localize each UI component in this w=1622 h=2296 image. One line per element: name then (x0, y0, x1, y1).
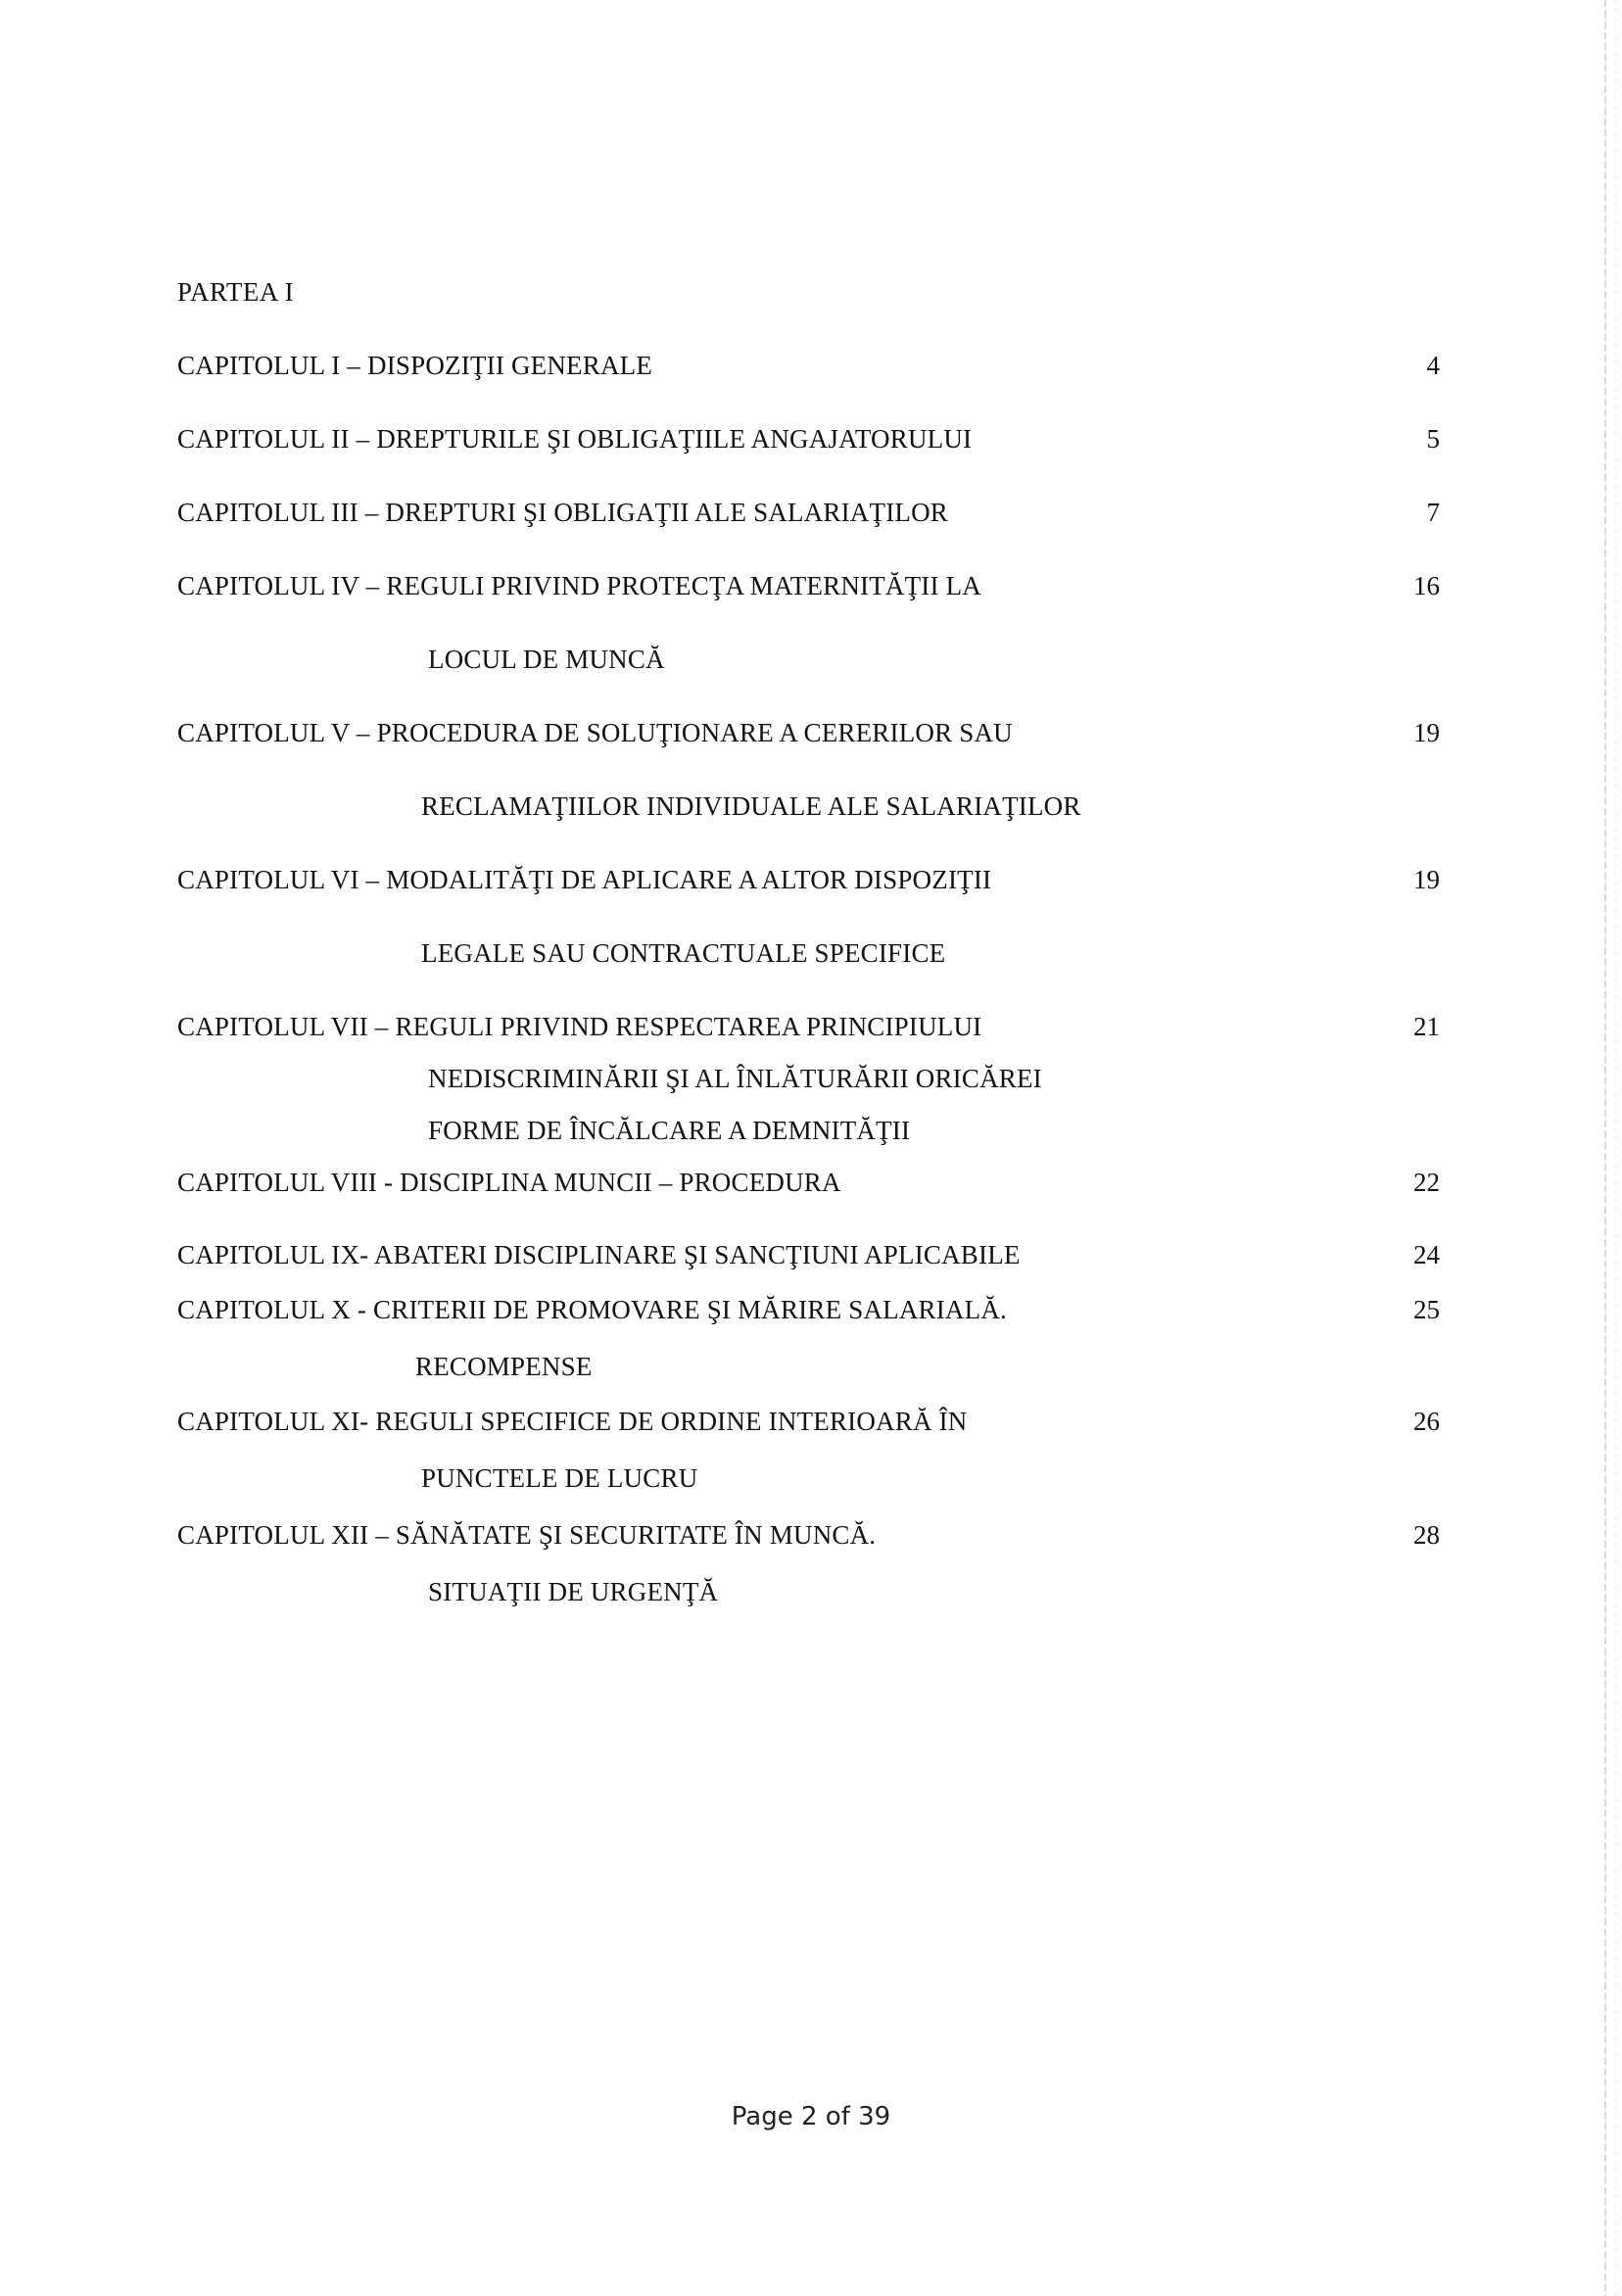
toc-page-number: 4 (1426, 351, 1440, 380)
toc-chapter-title-continuation: FORME DE ÎNCĂLCARE A DEMNITĂŢII (428, 1116, 911, 1145)
toc-chapter-title-continuation: PUNCTELE DE LUCRU (421, 1463, 698, 1493)
toc-page-number: 5 (1426, 424, 1440, 454)
toc-chapter-title-continuation: RECOMPENSE (415, 1352, 593, 1381)
toc-chapter-title-continuation: RECLAMAŢIILOR INDIVIDUALE ALE SALARIAŢILOR (421, 791, 1081, 821)
part-title: PARTEA I (177, 277, 295, 307)
toc-chapter-title: CAPITOLUL IX- ABATERI DISCIPLINARE ŞI SANCŢIUNI APLICABILE (177, 1240, 1021, 1269)
toc-chapter-title: CAPITOLUL XI- REGULI SPECIFICE DE ORDINE INTERIOARĂ ÎN (177, 1407, 968, 1436)
toc-chapter-title: CAPITOLUL II – DREPTURILE ŞI OBLIGAŢIILE ANGAJATORULUI (177, 424, 973, 454)
toc-chapter-title: CAPITOLUL III – DREPTURI ŞI OBLIGAŢII ALE SALARIAŢILOR (177, 498, 948, 527)
toc-chapter-title: CAPITOLUL V – PROCEDURA DE SOLUŢIONARE A CERERILOR SAU (177, 718, 1013, 747)
toc-chapter-title: CAPITOLUL I – DISPOZIŢII GENERALE (177, 351, 653, 380)
toc-page-number: 26 (1413, 1407, 1440, 1436)
toc-page-number: 24 (1413, 1240, 1440, 1269)
toc-page-number: 7 (1426, 498, 1440, 527)
toc-page-number: 25 (1413, 1295, 1440, 1324)
page-footer: Page 2 of 39 (731, 2102, 891, 2131)
toc-chapter-title-continuation: SITUAŢII DE URGENŢĂ (428, 1577, 719, 1606)
toc-chapter-title: CAPITOLUL XII – SĂNĂTATE ŞI SECURITATE ÎN MUNCĂ. (177, 1520, 877, 1550)
toc-chapter-title-continuation: LOCUL DE MUNCĂ (428, 645, 665, 674)
toc-chapter-title: CAPITOLUL IV – REGULI PRIVIND PROTECŢA MATERNITĂŢII LA (177, 571, 982, 600)
toc-page-number: 19 (1413, 865, 1440, 894)
toc-page-number: 28 (1413, 1520, 1440, 1550)
toc-chapter-title: CAPITOLUL X - CRITERII DE PROMOVARE ŞI MĂRIRE SALARIALĂ. (177, 1295, 1007, 1324)
toc-page-number: 19 (1413, 718, 1440, 747)
scan-edge-artifact (1604, 0, 1606, 2296)
toc-page-number: 21 (1413, 1012, 1440, 1041)
toc-chapter-title: CAPITOLUL VII – REGULI PRIVIND RESPECTAREA PRINCIPIULUI (177, 1012, 982, 1041)
toc-chapter-title-continuation: NEDISCRIMINĂRII ŞI AL ÎNLĂTURĂRII ORICĂREI (428, 1064, 1042, 1093)
toc-chapter-title: CAPITOLUL VIII - DISCIPLINA MUNCII – PROCEDURA (177, 1168, 841, 1197)
scan-edge-artifact-secondary (1615, 0, 1616, 2296)
toc-chapter-title-continuation: LEGALE SAU CONTRACTUALE SPECIFICE (421, 938, 946, 968)
toc-page-number: 16 (1413, 571, 1440, 600)
toc-page-number: 22 (1413, 1168, 1440, 1197)
toc-chapter-title: CAPITOLUL VI – MODALITĂŢI DE APLICARE A ALTOR DISPOZIŢII (177, 865, 992, 894)
